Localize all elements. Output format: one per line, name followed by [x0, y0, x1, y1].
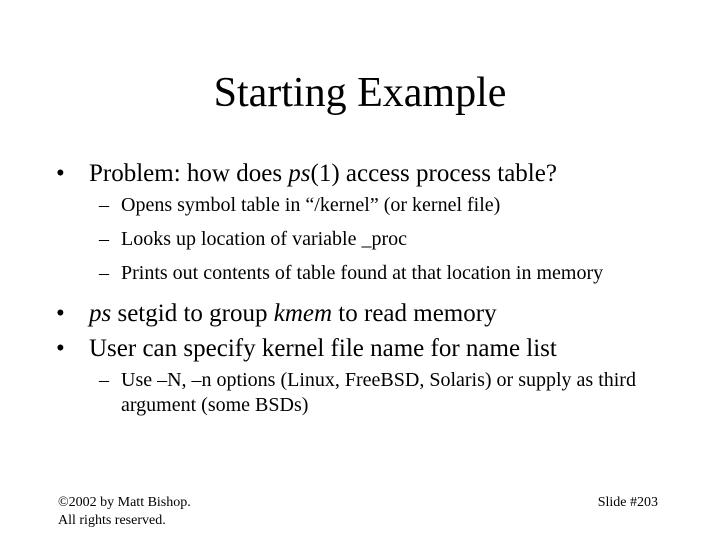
- dash-marker: –: [99, 194, 109, 216]
- copyright-line: ©2002 by Matt Bishop.: [58, 495, 191, 510]
- slide-number: Slide #203: [597, 495, 658, 510]
- sub-bullet-options: [99, 368, 676, 418]
- slide-content: [56, 158, 676, 427]
- bullet-marker: •: [56, 300, 65, 327]
- bullet-text-pre: Problem: how does: [89, 160, 289, 187]
- dash-marker: –: [99, 228, 109, 250]
- bullet-setgid: [56, 298, 676, 329]
- bullet-text-post: (1) access process table?: [310, 160, 557, 187]
- sub-bullet-symbol-table: [99, 193, 676, 218]
- bullet-text-post: to read memory: [332, 300, 497, 327]
- footer-copyright: [58, 494, 191, 530]
- bullet-text-emphasis-ps: ps: [89, 300, 112, 327]
- sub-bullet-text: Looks up location of variable _proc: [121, 228, 408, 250]
- bullet-marker: •: [56, 160, 65, 187]
- slide-title: Starting Example: [213, 70, 507, 116]
- dash-marker: –: [99, 262, 109, 284]
- rights-line: All rights reserved.: [58, 513, 166, 528]
- sub-bullet-print: [99, 261, 676, 286]
- sub-bullet-lookup: [99, 227, 676, 252]
- sub-bullet-text: Prints out contents of table found at that location in memory: [121, 262, 604, 284]
- bullet-text-emphasis: ps: [288, 160, 311, 187]
- sub-bullet-text: Opens symbol table in “/kernel” (or kernel file): [121, 194, 501, 216]
- bullet-marker: •: [56, 335, 65, 362]
- sub-bullet-text: Use –N, –n options (Linux, FreeBSD, Solaris) or supply as third argument (some BSDs): [121, 369, 636, 416]
- bullet-text-emphasis-kmem: kmem: [273, 300, 333, 327]
- bullet-text: User can specify kernel file name for name list: [89, 335, 557, 362]
- dash-marker: –: [99, 369, 109, 391]
- bullet-kernel-file: [56, 333, 676, 364]
- bullet-problem: [56, 158, 676, 189]
- bullet-text-mid: setgid to group: [111, 300, 274, 327]
